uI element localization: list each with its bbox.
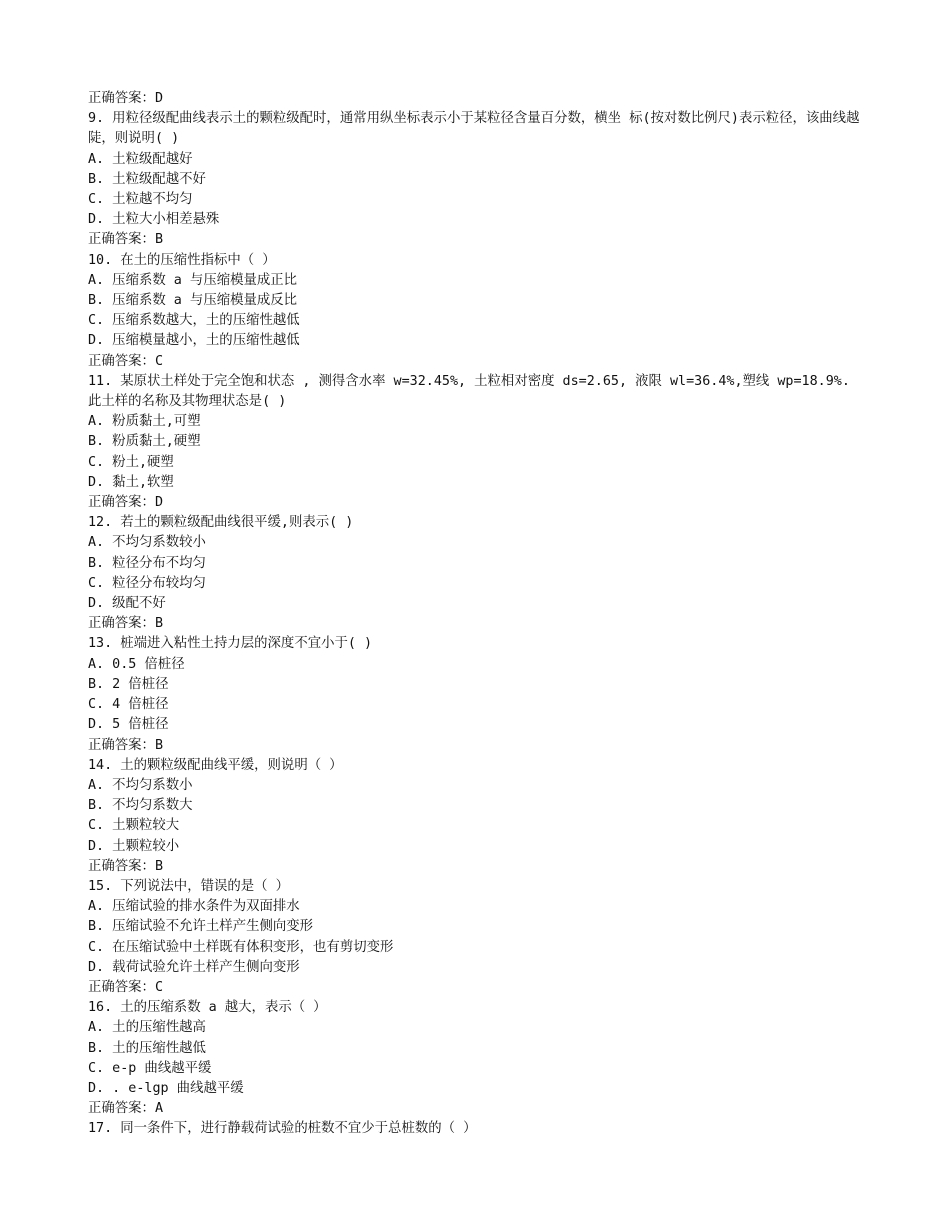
question-15: 15. 下列说法中，错误的是（ ） <box>88 878 289 894</box>
option-d: D. 土颗粒较小 <box>88 838 180 854</box>
option-a: A. 压缩试验的排水条件为双面排水 <box>88 899 300 915</box>
option-c: C. 土粒越不均匀 <box>88 192 193 208</box>
question-17: 17. 同一条件下，进行静载荷试验的桩数不宜少于总桩数的（ ） <box>88 1121 477 1137</box>
question-12: 12. 若土的颗粒级配曲线很平缓,则表示( ) <box>88 515 354 531</box>
answer-line: 正确答案：D <box>88 495 164 511</box>
option-d: D. 级配不好 <box>88 596 166 612</box>
question-13: 13. 桩端进入粘性土持力层的深度不宜小于( ) <box>88 636 373 652</box>
option-d: D. 5 倍桩径 <box>88 717 169 733</box>
option-d: D. 载荷试验允许土样产生侧向变形 <box>88 959 300 975</box>
option-d: D. . e-lgp 曲线越平缓 <box>88 1080 244 1096</box>
question-11: 11. 某原状土样处于完全饱和状态 , 测得含水率 w=32.45%, 土粒相对密度 ds=2.65, 液限 wl=36.4%,塑线 wp=18.9%.此土样的名称及其物理状态是( ) <box>88 373 850 410</box>
option-a: A. 土粒级配越好 <box>88 151 193 167</box>
option-c: C. 压缩系数越大，土的压缩性越低 <box>88 313 300 329</box>
option-b: B. 粒径分布不均匀 <box>88 555 206 571</box>
option-b: B. 土的压缩性越低 <box>88 1040 206 1056</box>
answer-line: 正确答案：B <box>88 737 164 753</box>
option-c: C. 粒径分布较均匀 <box>88 575 206 591</box>
option-d: D. 黏土,软塑 <box>88 474 174 490</box>
option-d: D. 压缩模量越小，土的压缩性越低 <box>88 333 300 349</box>
question-10: 10. 在土的压缩性指标中（ ） <box>88 252 276 268</box>
option-a: A. 不均匀系数小 <box>88 777 193 793</box>
answer-line: 正确答案：A <box>88 1101 164 1117</box>
option-a: A. 粉质黏土,可塑 <box>88 414 201 430</box>
option-d: D. 土粒大小相差悬殊 <box>88 212 220 228</box>
option-a: A. 土的压缩性越高 <box>88 1020 206 1036</box>
answer-line: 正确答案：C <box>88 979 164 995</box>
answer-line: 正确答案：D <box>88 91 164 106</box>
question-16: 16. 土的压缩系数 a 越大，表示（ ） <box>88 1000 327 1016</box>
option-c: C. 在压缩试验中土样既有体积变形，也有剪切变形 <box>88 939 394 955</box>
question-14: 14. 土的颗粒级配曲线平缓，则说明（ ） <box>88 757 343 773</box>
option-b: B. 不均匀系数大 <box>88 798 193 814</box>
option-b: B. 土粒级配越不好 <box>88 171 206 187</box>
option-a: A. 0.5 倍桩径 <box>88 656 185 672</box>
option-c: C. 4 倍桩径 <box>88 697 169 713</box>
option-b: B. 粉质黏土,硬塑 <box>88 434 201 450</box>
document-page <box>88 89 863 1140</box>
option-a: A. 不均匀系数较小 <box>88 535 206 551</box>
answer-line: 正确答案：B <box>88 232 164 248</box>
option-c: C. 粉土,硬塑 <box>88 454 174 470</box>
option-b: B. 压缩系数 a 与压缩模量成反比 <box>88 293 298 309</box>
option-a: A. 压缩系数 a 与压缩模量成正比 <box>88 272 298 288</box>
answer-line: 正确答案：B <box>88 858 164 874</box>
option-c: C. 土颗粒较大 <box>88 818 180 834</box>
option-b: B. 2 倍桩径 <box>88 676 169 692</box>
question-9: 9. 用粒径级配曲线表示土的颗粒级配时，通常用纵坐标表示小于某粒径含量百分数，横坐 标(按对数比例尺)表示粒径，该曲线越陡，则说明( ) <box>88 111 860 147</box>
answer-line: 正确答案：C <box>88 353 164 369</box>
option-c: C. e-p 曲线越平缓 <box>88 1060 212 1076</box>
answer-line: 正确答案：B <box>88 616 164 632</box>
option-b: B. 压缩试验不允许土样产生侧向变形 <box>88 919 314 935</box>
